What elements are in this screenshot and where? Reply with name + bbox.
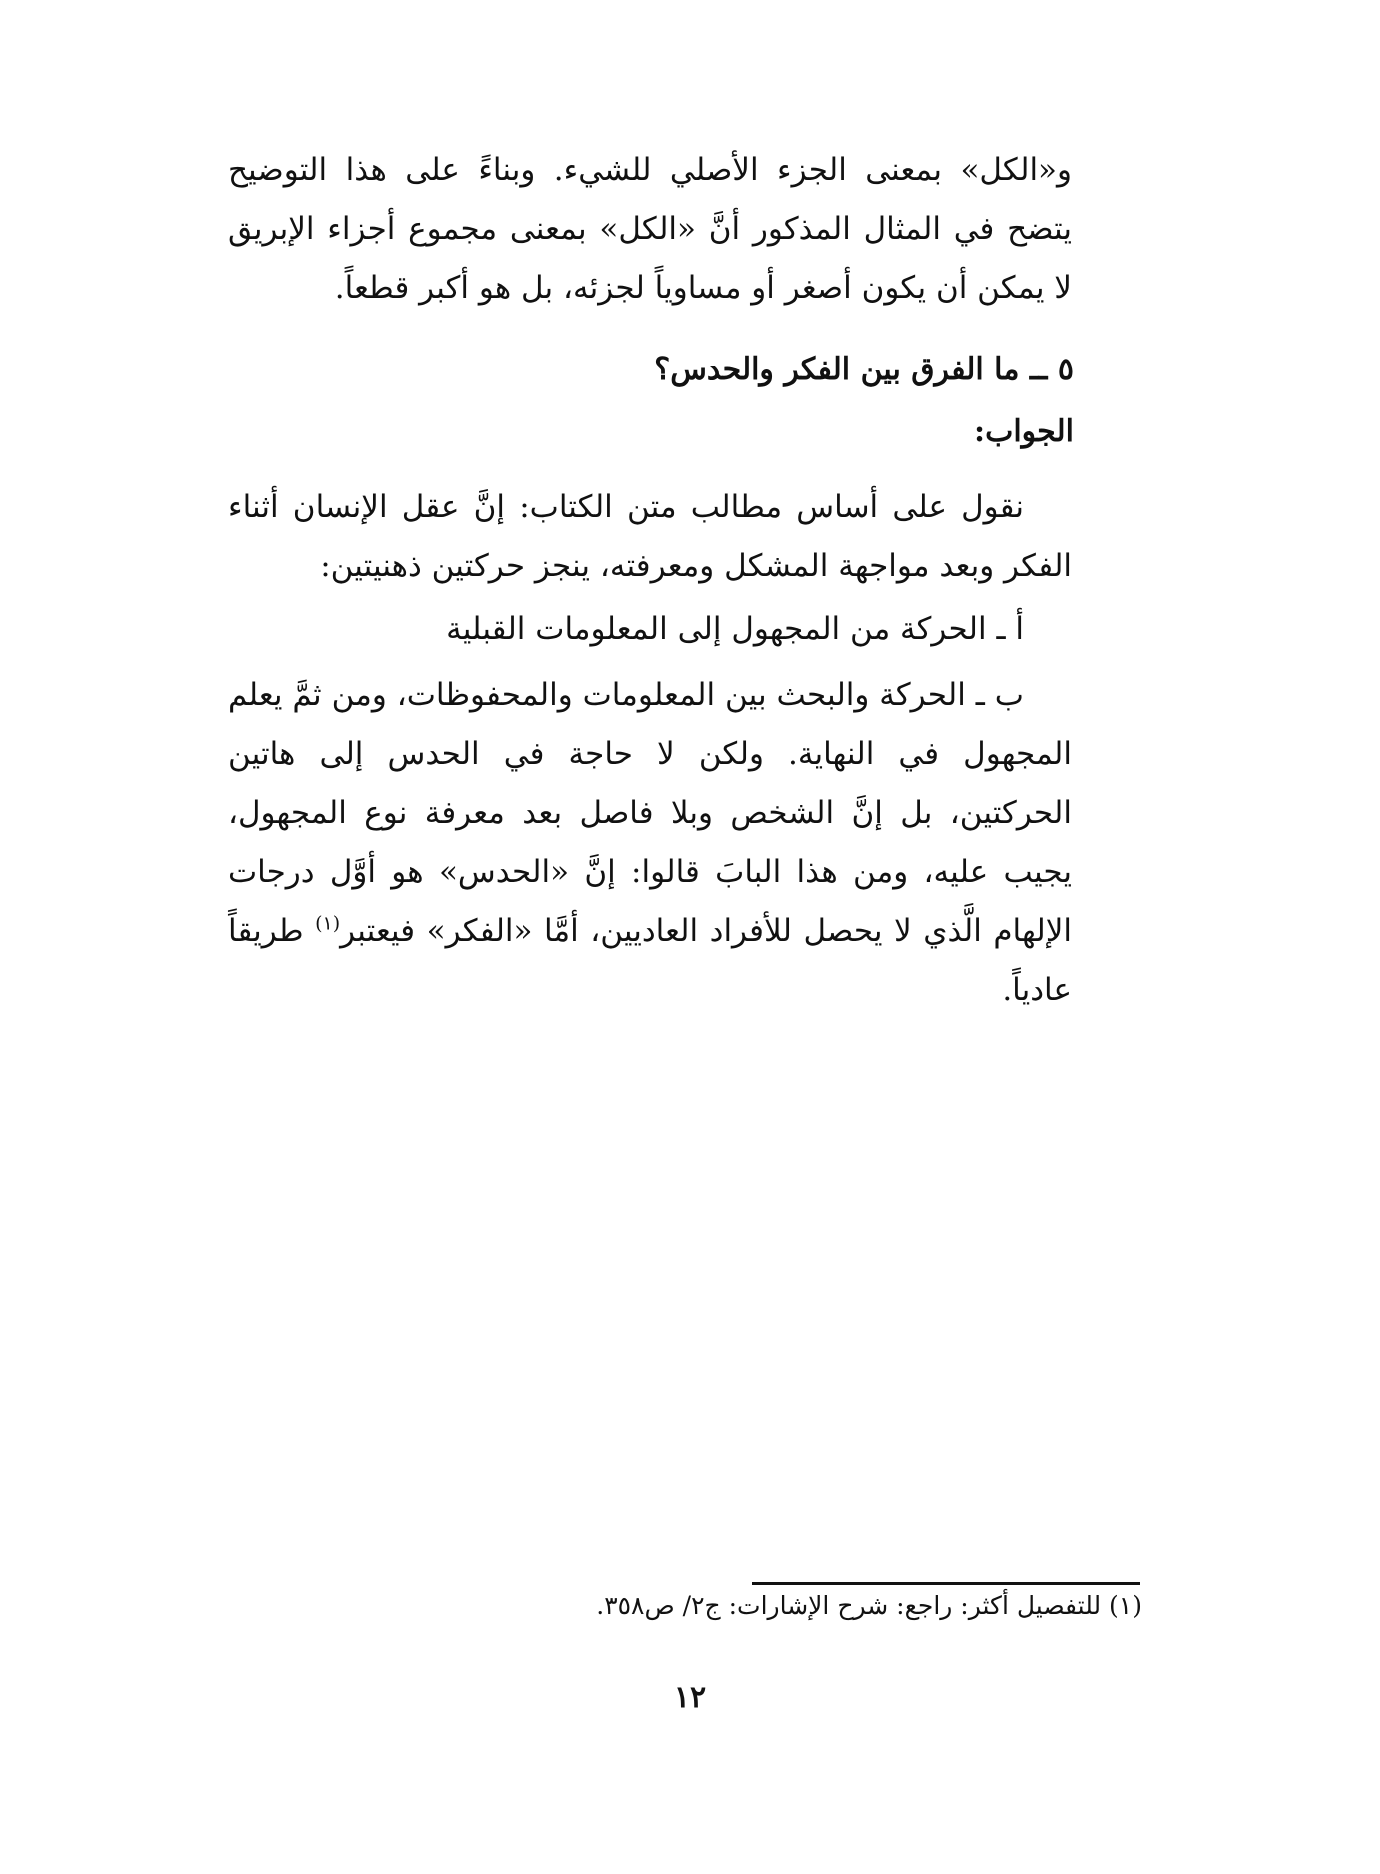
item-a-paragraph: أ ـ الحركة من المجهول إلى المعلومات القبلية bbox=[446, 611, 1024, 647]
intro-paragraph: و«الكل» بمعنى الجزء الأصلي للشيء. وبناءً على هذا التوضيح يتضح في المثال المذكور أنَّ «الكل» بمعنى مجموع أجزاء الإبريق لا يمكن أن يكون أصغر أو مساوياً لجزئه، بل هو أكبر قطعاً. bbox=[228, 152, 1072, 306]
page-number: ١٢ bbox=[673, 1680, 707, 1715]
footnote-text: (١) للتفصيل أكثر: راجع: شرح الإشارات: ج٢/ ص٣٥٨. bbox=[596, 1591, 1142, 1620]
answer-label: الجواب: bbox=[974, 414, 1074, 449]
footnote-reference: (١) bbox=[315, 912, 341, 935]
answer-intro-paragraph: نقول على أساس مطالب متن الكتاب: إنَّ عقل الإنسان أثناء الفكر وبعد مواجهة المشكل ومعرفته، ينجز حركتين ذهنيتين: bbox=[228, 489, 1072, 584]
item-b-paragraph bbox=[228, 666, 1072, 1020]
item-b-text: ب ـ الحركة والبحث بين المعلومات والمحفوظات، ومن ثمَّ يعلم المجهول في النهاية. ولكن لا حاجة في الحدس إلى هاتين الحركتين، بل إنَّ الشخص وبلا فاصل بعد معرفة نوع المجهول، يجيب عليه، ومن هذا البابَ قالوا: إنَّ «الحدس» هو أوَّل درجات الإلهام الَّذي لا يحصل للأفراد العاديين، أمَّا «الفكر» فيعتبر bbox=[228, 677, 1073, 949]
question-heading: ٥ ــ ما الفرق بين الفكر والحدس؟ bbox=[654, 352, 1074, 387]
footnote-divider bbox=[752, 1582, 1140, 1585]
item-b-text-end: طريقاً عادياً. bbox=[228, 913, 1072, 1008]
